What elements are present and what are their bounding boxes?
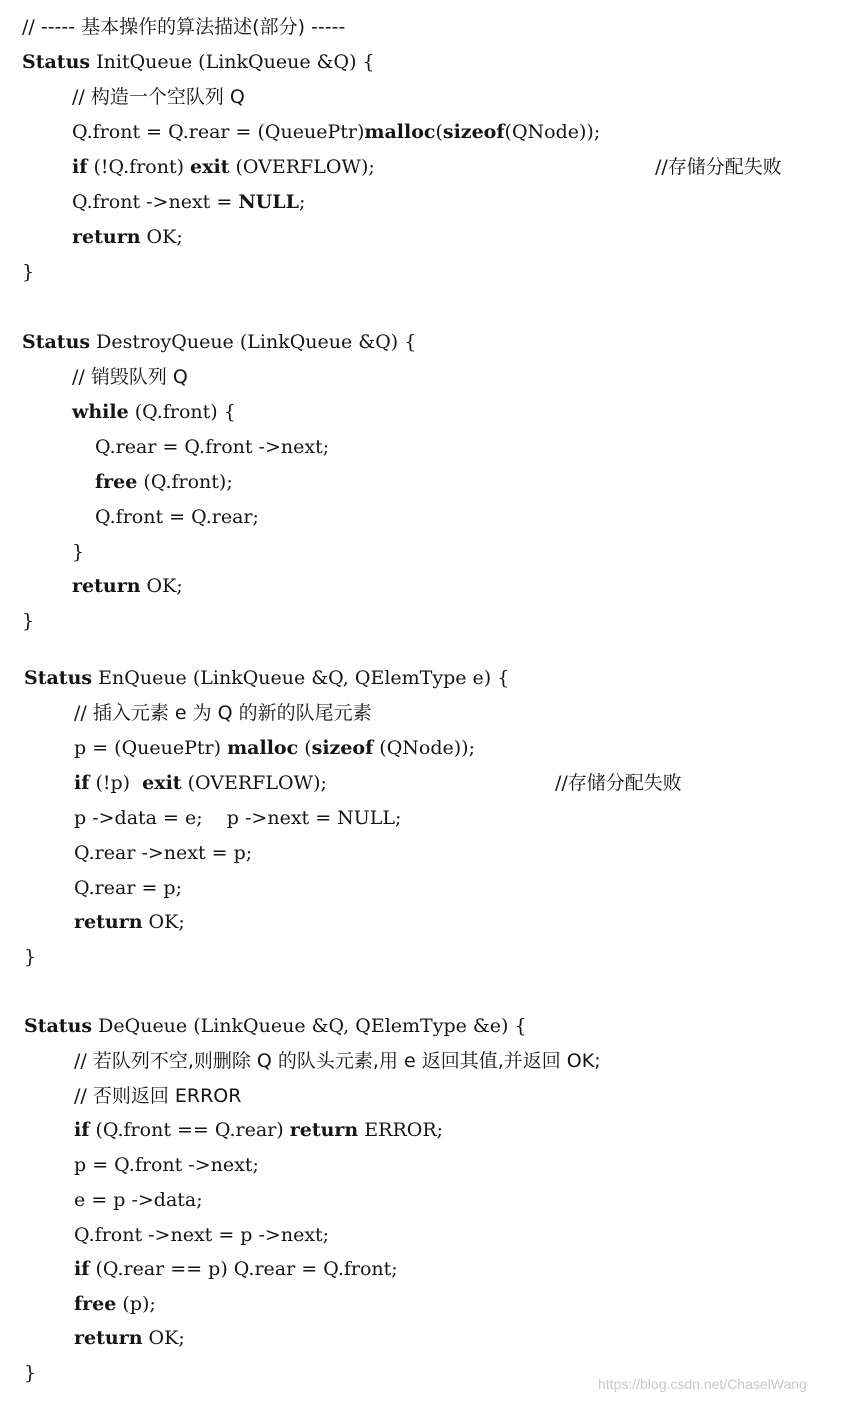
code-text: Q.front ->next = bbox=[72, 191, 239, 213]
code-text: e = p ->data; bbox=[74, 1189, 203, 1211]
code-line bbox=[74, 1291, 156, 1317]
code-keyword: return bbox=[72, 226, 141, 248]
code-text: (Q.front) { bbox=[128, 401, 236, 423]
code-text: DeQueue (LinkQueue &Q, QElemType &e) { bbox=[92, 1015, 527, 1037]
code-keyword: malloc bbox=[227, 737, 299, 759]
code-comment: // 构造一个空队列 Q bbox=[72, 86, 245, 108]
code-text: (!p) bbox=[89, 772, 143, 794]
code-keyword: if bbox=[72, 156, 88, 178]
code-text: } bbox=[72, 541, 85, 563]
code-line bbox=[95, 504, 259, 530]
code-line bbox=[74, 735, 475, 761]
code-line bbox=[74, 700, 372, 726]
code-line bbox=[74, 840, 252, 866]
code-line bbox=[24, 944, 36, 970]
code-line bbox=[74, 1117, 443, 1143]
code-line bbox=[74, 770, 327, 796]
code-keyword: exit bbox=[190, 156, 230, 178]
code-text: (Q.front == Q.rear) bbox=[89, 1119, 290, 1141]
code-comment: // 否则返回 ERROR bbox=[74, 1085, 242, 1107]
code-text: (OVERFLOW); bbox=[181, 772, 327, 794]
code-line bbox=[72, 224, 183, 250]
code-line bbox=[24, 665, 509, 691]
code-line bbox=[74, 1325, 185, 1351]
code-text: Q.rear = Q.front ->next; bbox=[95, 436, 330, 458]
code-line bbox=[22, 49, 375, 75]
code-line bbox=[24, 1013, 527, 1039]
code-text: Q.front = Q.rear; bbox=[95, 506, 259, 528]
code-text: Q.front ->next = p ->next; bbox=[74, 1224, 330, 1246]
code-keyword: Status bbox=[24, 1015, 93, 1037]
code-keyword: return bbox=[74, 911, 143, 933]
code-line bbox=[95, 469, 233, 495]
code-text: (Q.rear == p) Q.rear = Q.front; bbox=[89, 1258, 398, 1280]
code-text: OK; bbox=[142, 911, 185, 933]
code-line bbox=[72, 539, 84, 565]
code-keyword: free bbox=[95, 471, 138, 493]
code-text: ; bbox=[298, 191, 306, 213]
code-text: p ->data = e; p ->next = NULL; bbox=[74, 807, 402, 829]
code-comment: // 插入元素 e 为 Q 的新的队尾元素 bbox=[74, 702, 372, 724]
code-line bbox=[22, 608, 34, 634]
code-text: (Q.front); bbox=[137, 471, 233, 493]
code-text: (OVERFLOW); bbox=[229, 156, 375, 178]
code-line bbox=[72, 119, 600, 145]
code-keyword: Status bbox=[22, 51, 91, 73]
code-line bbox=[74, 1048, 601, 1074]
code-trailing-comment: //存储分配失败 bbox=[655, 156, 782, 178]
code-text: DestroyQueue (LinkQueue &Q) { bbox=[90, 331, 417, 353]
code-line bbox=[74, 1152, 259, 1178]
code-text: ERROR; bbox=[358, 1119, 444, 1141]
code-keyword: sizeof bbox=[442, 121, 505, 143]
code-line bbox=[74, 1256, 398, 1282]
code-text: EnQueue (LinkQueue &Q, QElemType e) { bbox=[92, 667, 510, 689]
watermark-url: https://blog.csdn.net/ChaselWang bbox=[598, 1376, 807, 1392]
code-text: } bbox=[24, 1362, 37, 1384]
code-text: } bbox=[24, 946, 37, 968]
code-line bbox=[74, 909, 185, 935]
code-comment: // 销毁队列 Q bbox=[72, 366, 188, 388]
code-line bbox=[95, 434, 329, 460]
code-line bbox=[72, 189, 305, 215]
code-keyword: Status bbox=[22, 331, 91, 353]
code-line bbox=[72, 364, 188, 390]
code-keyword: if bbox=[74, 1258, 90, 1280]
code-trailing-comment: //存储分配失败 bbox=[555, 772, 682, 794]
code-line bbox=[72, 573, 183, 599]
code-keyword: sizeof bbox=[311, 737, 374, 759]
code-keyword: return bbox=[289, 1119, 359, 1141]
code-line bbox=[22, 259, 34, 285]
code-text: Q.rear = p; bbox=[74, 877, 182, 899]
code-keyword: free bbox=[74, 1293, 117, 1315]
code-line bbox=[74, 1083, 241, 1109]
code-keyword: Status bbox=[24, 667, 93, 689]
code-line bbox=[72, 154, 375, 180]
code-text: (p); bbox=[116, 1293, 156, 1315]
code-line bbox=[74, 1187, 203, 1213]
code-text: (QNode)); bbox=[373, 737, 475, 759]
code-text: OK; bbox=[140, 226, 183, 248]
code-text: ( bbox=[435, 121, 443, 143]
code-line bbox=[22, 329, 416, 355]
code-comment: // 若队列不空,则删除 Q 的队头元素,用 e 返回其值,并返回 OK; bbox=[74, 1050, 601, 1072]
code-keyword: if bbox=[74, 1119, 90, 1141]
code-keyword: return bbox=[74, 1327, 143, 1349]
code-text: } bbox=[22, 261, 35, 283]
code-keyword: malloc bbox=[364, 121, 436, 143]
code-line bbox=[74, 875, 182, 901]
code-text: OK; bbox=[140, 575, 183, 597]
code-comment: // ----- 基本操作的算法描述(部分) ----- bbox=[22, 16, 346, 38]
code-text: (!Q.front) bbox=[87, 156, 191, 178]
code-line bbox=[22, 14, 345, 40]
code-line bbox=[72, 399, 236, 425]
code-text: (QNode)); bbox=[504, 121, 601, 143]
code-text: p = Q.front ->next; bbox=[74, 1154, 259, 1176]
code-keyword: NULL bbox=[238, 191, 299, 213]
code-keyword: exit bbox=[142, 772, 182, 794]
code-text: Q.front = Q.rear = (QueuePtr) bbox=[72, 121, 365, 143]
code-text: Q.rear ->next = p; bbox=[74, 842, 253, 864]
code-line bbox=[74, 805, 401, 831]
code-text: OK; bbox=[142, 1327, 185, 1349]
code-text: InitQueue (LinkQueue &Q) { bbox=[90, 51, 375, 73]
code-keyword: if bbox=[74, 772, 90, 794]
code-text: p = (QueuePtr) bbox=[74, 737, 228, 759]
code-text: ( bbox=[298, 737, 312, 759]
code-keyword: return bbox=[72, 575, 141, 597]
code-line bbox=[72, 84, 245, 110]
code-keyword: while bbox=[72, 401, 129, 423]
code-text: } bbox=[22, 610, 35, 632]
code-line bbox=[24, 1360, 36, 1386]
code-line bbox=[74, 1222, 329, 1248]
